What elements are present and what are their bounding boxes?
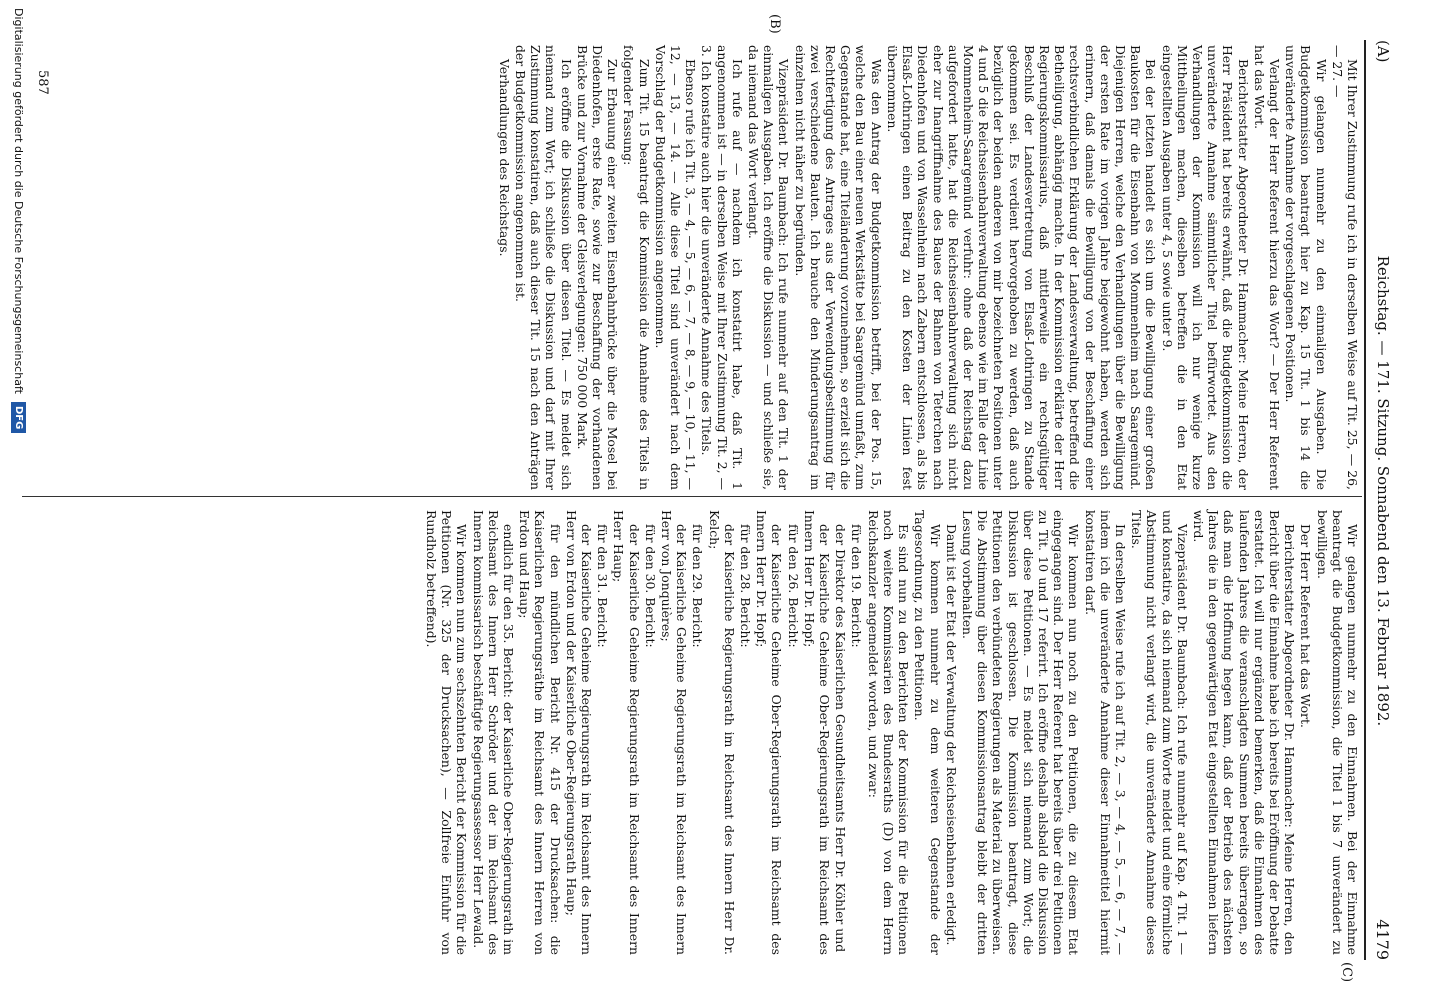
right-column-paragraph: In derselben Weise rufe ich auf Tit. 2, — 3, — 4, — 5, — 6, — 7, — indem ich die unveränderte Annahme dieser Einnahmetitel hiermit konstatiren darf. [1082, 510, 1128, 955]
right-column-paragraph: der Kaiserliche Regierungsrath im Reichsamt des Innern Herr Dr. Kelch; [706, 510, 737, 955]
right-column-paragraph: für den mündlichen Bericht Nr. 415 der Drucksachen: die Kaiserlichen Regierungsräthe im Reichsamt des Innern Herren von Erdon und Haup; [517, 510, 563, 955]
left-column-paragraph: Zur Erbauung einer zweiten Eisenbahnbrücke über die Mosel bei Diedenhofen, erste Rate, sowie zur Beschaffung der vorhandenen Brücke und zur Vornahme der Gleisverlegungen: 750 000 Mark. [574, 45, 621, 490]
column-divider [22, 496, 1362, 497]
right-column-paragraph: der Kaiserliche Geheime Ober-Regierungsrath im Reichsamt des Innern Herr Dr. Hopf; [801, 510, 833, 955]
footer-page-mark: 587 [35, 70, 50, 95]
left-column-paragraph: Vizepräsident Dr. Baumbach: Ich rufe nunmehr auf den Tit. 1 der einmaligen Ausgaben. Ich eröffne die Diskussion — und schließe sie, da niemand das Wort verlangt. [746, 45, 792, 490]
left-column-paragraph: Wir gelangen nunmehr zu den einmaligen Ausgaben. Die Budgetkommission beantragt hier zu Kap. 15 Tit. 1 bis 14 die unveränderte Annahme der vorgeschlagenen Positionen. [1283, 45, 1329, 490]
right-column-paragraph: Der Herr Referent hat das Wort. [1298, 524, 1314, 728]
right-column-paragraph: Wir gelangen nunmehr zu den Einnahmen. Bei der Einnahme beantragt die Budgetkommission, die Titel 1 bis 7 unverändert zu bewilligen. [1314, 510, 1360, 955]
right-column-paragraph: Vizepräsident Dr. Baumbach: Ich rufe nunmehr auf Kap. 4 Tit. 1 — und konstatire, da sich niemand zum Worte meldet und eine förmliche Abstimmung nicht verlangt wird, die unveränderte Annahme dieses Titels. [1129, 510, 1190, 955]
header-rule [1364, 40, 1366, 960]
left-column-paragraph: Mit Ihrer Zustimmung rufe ich in derselben Weise auf Tit. 25, — 26, — 27. — [1329, 45, 1360, 490]
margin-marker-c: (C) [1339, 962, 1354, 983]
left-column-paragraph: Ebenso rufe ich Tit. 3, — 4, — 5, — 6, — 7, — 8, — 9, — 10, — 11, — 12, — 13, — 14. — Alle diese Titel sind unverändert nach dem Vorschlag der Budgetkommission angenommen. [652, 45, 699, 490]
right-column-paragraph: endlich für den 35. Bericht: der Kaiserliche Ober-Regierungsrath im Reichsamt des Innern Herr Schröder und der im Reichsamt des Innern kommissarisch beschäftigte Regierungsassessor Herr Lewald. [470, 510, 517, 955]
left-column-paragraph: Verhandlungen des Reichstags. [496, 59, 512, 257]
page-number: 4179 [1373, 919, 1393, 960]
right-column-paragraph: der Kaiserliche Geheime Regierungsrath im Reichsamt des Innern Herr von Erdon und der Kaiserliche Ober-Regierungsrath Haup; [563, 510, 595, 955]
left-column-paragraph: Ich rufe auf — nachdem ich konstatirt habe, daß Tit. 1 angenommen ist — in derselben Weise mit Ihrer Zustimmung Tit. 2, — 3. Ich konstatire auch hier die unveränderte Annahme des Titels. [699, 45, 745, 490]
right-column-paragraph: der Kaiserliche Geheime Regierungsrath im Reichsamt des Innern Herr Haup; [611, 510, 642, 955]
right-column-paragraph: Wir kommen nun noch zu den Petitionen, die zu diesem Etat eingegangen sind. Der Herr Referent hat bereits über drei Petitionen zu Tit. 10 und 17 referirt. Ich eröffne deshalb alsbald die Diskussion über diese Petitionen. — Es meldet sich niemand zum Wort; die Diskussion ist geschlossen. Die Kommission beantragt, diese Petitionen den verbündeten Regierungen als Material zu überweisen. Die Abstimmung über diesen Kommissionsantrag bleibt der dritten Lesung vorbehalten. [959, 510, 1082, 955]
right-column-paragraph: für den 28. Bericht: [738, 524, 754, 648]
right-column-paragraph: der Kaiserliche Geheime Ober-Regierungsrath im Reichsamt des Innern Herr Dr. Hopf; [754, 510, 785, 955]
dfg-logo-icon: DFG [12, 402, 27, 433]
right-column-paragraph: für den 19. Bericht: [849, 524, 865, 648]
left-column-paragraph: Verlangt der Herr Referent hierzu das Wort? — Der Herr Referent hat das Wort. [1251, 45, 1282, 490]
right-column [423, 510, 1360, 955]
page-header [1368, 40, 1398, 960]
margin-marker-b: (B) [767, 14, 782, 34]
right-column-paragraph: der Kaiserliche Geheime Regierungsrath im Reichsamt des Innern Herr von Jonquières; [659, 510, 690, 955]
right-column-paragraph: für den 31. Bericht: [595, 524, 611, 648]
left-column-paragraph: Was den Antrag der Budgetkommission betrifft, bei der Pos. 15, welche den Bau einer neuen Werkstätte bei Saargemünd umfaßt, zum Gegenstande hat, eine Titeländerung vorzunehmen, so erzielt sich die Rechtfertigung des Antrages aus der Verwendungsbestimmung für zwei verschiedene Bauten. Ich brauche den Minderungsantrag im einzelnen nicht näher zu begründen. [792, 45, 884, 490]
right-column-paragraph: Wir kommen nun zum sechszehnten Bericht der Kommission für die Petitionen (Nr. 325 der Drucksachen), — Zollfreie Einfuhr von Rundholz betreffend). [424, 510, 470, 955]
right-column-paragraph: Damit ist der Etat der Verwaltung der Reichseisenbahnen erledigt. [943, 524, 959, 946]
right-column-paragraph: Es sind nun zu den Berichten der Kommission für die Petitionen noch weitere Kommissarien des Bundesraths (D) von dem Herrn Reichskanzler angemeldet worden, und zwar: [865, 510, 912, 955]
left-column [496, 45, 1360, 490]
left-column-paragraph: Ich eröffne die Diskussion über diesen Titel. — Es meldet sich niemand zum Wort; ich schließe die Diskussion und darf mit Ihrer Zustimmung konstatiren, daß auch dieser Tit. 15 nach den Anträgen der Budgetkommission angenommen ist. [513, 45, 574, 490]
right-column-paragraph: Berichterstatter Abgeordneter Dr. Hammacher: Meine Herren, den Bericht über die Einnahme habe ich bereits bei Eröffnung der Debatte erstattet. Ich will nur ergänzend bemerken, daß die Einnahmen des laufenden Jahres die veranschlagten Summen bereits überragen, so daß man die Hoffnung hegen kann, daß der Betrieb des nächsten Jahres die in den gegenwärtigen Etat eingestellten Einnahmen liefern wird. [1190, 510, 1298, 955]
left-column-paragraph: Zum Tit. 15 beantragt die Kommission die Annahme des Titels in folgender Fassung: [621, 45, 652, 490]
right-column-paragraph: Wir kommen nunmehr zu dem weiteren Gegenstande der Tagesordnung, zu den Petitionen. [912, 510, 943, 955]
right-column-paragraph: für den 30. Bericht: [642, 524, 658, 648]
right-column-paragraph: für den 29. Bericht: [690, 524, 706, 648]
right-column-paragraph: der Direktor des Kaiserlichen Gesundheitsamts Herr Dr. Köhler und [833, 524, 849, 953]
credit-text: Digitalisierung gefördert durch die Deutsche Forschungsgemeinschaft [12, 8, 26, 394]
left-column-paragraph: Bei der letzten handelt es sich um die Bewilligung einer großen Baukosten für die Eisenbahn von Mommenheim nach Saargemünd. Diejenigen Herren, welche den Verhandlungen über die Bewilligung der ersten Rate im vorigen Jahre beigewohnt haben, werden sich erinnern, daß damals die Bewilligung von der Beschaffung einer rechtsverbindlichen Erklärung der Landesverwaltung, betreffend die Betheiligung, abhängig machte. In der Kommission erklärte der Herr Regierungskommissarius, daß mittlerweile ein rechtsgültiger Beschluß der Landesvertretung von Elsaß-Lothringen zu Stande gekommen sei. Es verdient hervorgehoben zu werden, daß auch bezüglich der beiden anderen von mir bezeichneten Positionen unter 4 und 5 die Reichseisenbahnverwaltung ebenso wie im Falle der Linie Mommenheim-Saargemünd verfuhr: ohne daß der Reichstag dazu aufgefordert hatte, hat die Reichseisenbahnverwaltung sich nicht eher zur Inangriffnahme des Baues der Bahnen von Teterchen nach Diedenhofen und von Wasselnheim nach Zabern entschlossen, als bis Elsaß-Lothringen einen Beitrag zu den Kosten der Linien fest übernommen. [884, 45, 1159, 490]
left-marker: (A) [1374, 40, 1392, 63]
right-column-paragraph: für den 26. Bericht: [785, 524, 801, 648]
left-column-paragraph: Berichterstatter Abgeordneter Dr. Hammacher: Meine Herren, der Herr Präsident hat bereits erwähnt, daß die Budgetkommission die unveränderte Annahme sämmtlicher Titel befürwortet. Aus den Verhandlungen der Kommission will ich nur wenige kurze Mittheilungen machen, dieselben betreffen die in den Etat eingestellten Ausgaben unter 4, 5 sowie unter 9. [1159, 45, 1251, 490]
digitization-credit [6, 0, 32, 1008]
page-title: Reichstag. — 171. Sitzung. Sonnabend den 13. Februar 1892. [1374, 255, 1392, 727]
